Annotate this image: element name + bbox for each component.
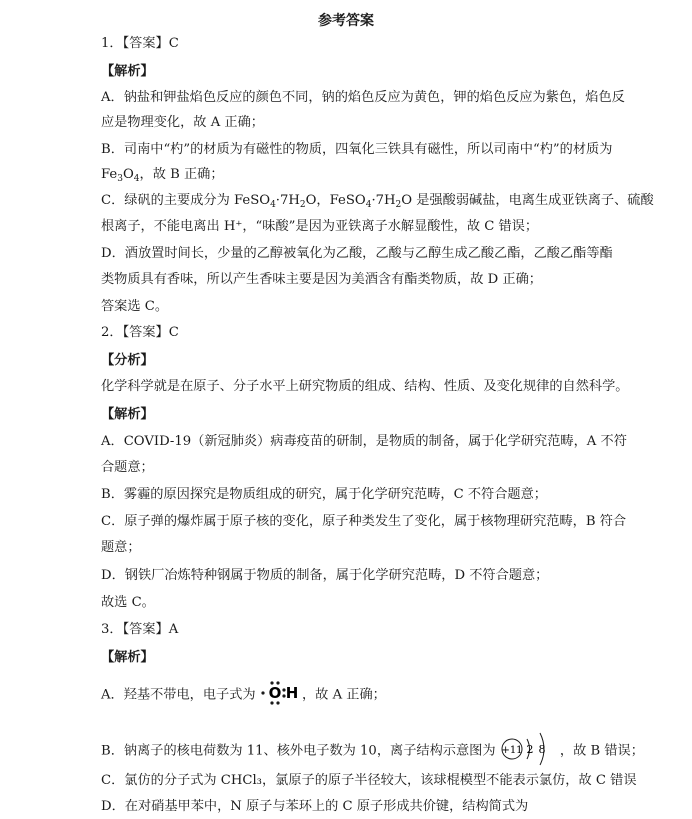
q2-option-c-line1: C．原子弹的爆炸属于原子核的变化，原子种类发生了变化，属于核物理研究范畴，B 符合 xyxy=(101,514,627,529)
q1-option-d-line1: D．酒放置时间长，少量的乙醇被氧化为乙酸，乙酸与乙醇生成乙酸乙酯，乙酸乙酯等酯 xyxy=(101,246,613,261)
q1-option-b-line1: B．司南中“杓”的材质为有磁性的物质，四氧化三铁具有磁性，所以司南中“杓”的材质为 xyxy=(101,142,613,157)
ion-structure-icon xyxy=(500,729,556,769)
q1-option-d-line2: 类物质具有香味，所以产生香味主要是因为美酒含有酯类物质，故 D 正确； xyxy=(101,272,542,287)
q2-jiexi-heading: 【解析】 xyxy=(101,407,154,422)
electron-dots-icon xyxy=(260,680,298,706)
q1-option-a-line2: 应是物理变化，故 A 正确； xyxy=(101,115,264,130)
hydroxyl-electron-formula xyxy=(260,680,298,706)
q1-answer: 1．【答案】C xyxy=(101,36,179,51)
q2-conclusion: 故选 C。 xyxy=(101,595,155,610)
q2-option-a-line2: 合题意； xyxy=(101,460,154,475)
q2-answer: 2．【答案】C xyxy=(101,325,179,340)
q2-fenxi-heading: 【分析】 xyxy=(101,353,154,368)
shell1-electrons: 2 xyxy=(526,743,534,756)
q1-conclusion: 答案选 C。 xyxy=(101,299,169,314)
q1-option-c-line1: C．绿矾的主要成分为 $FeSO_4\cdot 7H_2O$，$FeSO_4\cdot 7H_2O$ 是强酸弱碱盐，电离生成亚铁离子、硫酸 xyxy=(101,193,654,210)
q2-option-a-line1: A．COVID-19（新冠肺炎）病毒疫苗的研制，是物质的制备，属于化学研究范畴，A 不符 xyxy=(101,434,627,449)
hydrogen-symbol: H xyxy=(285,684,298,702)
q1-option-a-line1: A．钠盐和钾盐焰色反应的颜色不同，钠的焰色反应为黄色，钾的焰色反应为紫色，焰色反 xyxy=(101,90,625,105)
shell2-electrons: 8 xyxy=(538,743,546,756)
q3-jiexi-heading: 【解析】 xyxy=(101,650,154,665)
q3-option-c-line1: C．氯仿的分子式为 CHCl₃，氯原子的原子半径较大，该球棍模型不能表示氯仿，故 C 错误 xyxy=(101,773,637,788)
q3-option-a-line1: A．羟基不带电，电子式为 O H ，故 A 正确； xyxy=(101,682,386,708)
q2-option-b-line1: B．雾霾的原因探究是物质组成的研究，属于化学研究范畴，C 不符合题意； xyxy=(101,487,547,502)
page-title: 参考答案 xyxy=(318,13,374,29)
q3-option-d-line1: D．在对硝基甲苯中，N 原子与苯环上的 C 原子形成共价键，结构简式为 xyxy=(101,799,529,814)
q1-jiexi-heading: 【解析】 xyxy=(101,64,154,79)
q3-answer: 3．【答案】A xyxy=(101,622,179,637)
nucleus-charge: +11 xyxy=(501,745,523,756)
q2-option-d-line1: D．钢铁厂冶炼特种钢属于物质的制备，属于化学研究范畴，D 不符合题意； xyxy=(101,568,549,583)
oxygen-symbol: O xyxy=(268,684,282,702)
q1-option-c-line2: 根离子，不能电离出 H⁺，“味酸”是因为亚铁离子水解显酸性，故 C 错误； xyxy=(101,219,539,234)
q2-option-c-line2: 题意； xyxy=(101,540,141,555)
q2-fenxi-text: 化学科学就是在原子、分子水平上研究物质的组成、结构、性质、及变化规律的自然科学。 xyxy=(101,379,629,394)
q3-option-b-line1: B．钠离子的核电荷数为 11、核外电子数为 10，离子结构示意图为 +11 2 8 ，故 B 错误； xyxy=(101,731,644,771)
sodium-ion-structure-diagram xyxy=(500,729,556,769)
q1-option-b-line2: $Fe_3O_4$，故 B 正确； xyxy=(101,167,224,184)
